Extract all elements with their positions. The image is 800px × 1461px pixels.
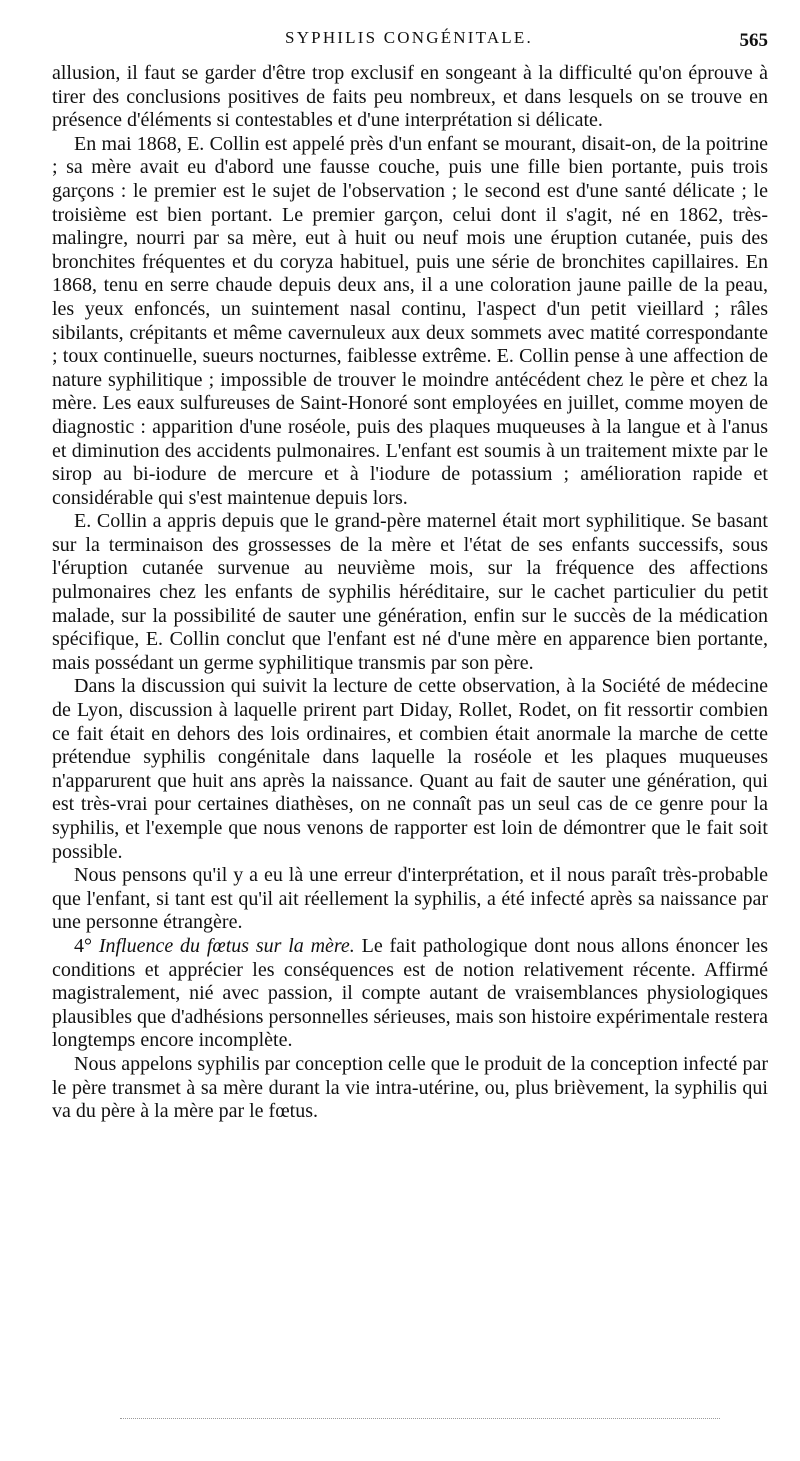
footer-dotted-rule	[120, 1418, 720, 1419]
section-number: 4°	[74, 934, 92, 957]
paragraph-conception-definition: Nous appelons syphilis par conception celle que le produit de la conception infecté par le père transmet à sa mère durant la vie intra-utérine, ou, plus brièvement, la syphilis qui va du père à la mère par le fœtus.	[52, 1052, 768, 1123]
running-header	[50, 28, 768, 54]
body-text	[52, 62, 768, 1124]
section-title: Influence du fœtus sur la mère.	[98, 934, 355, 957]
running-title: SYPHILIS CONGÉNITALE.	[285, 28, 533, 47]
paragraph-continuation: allusion, il faut se garder d'être trop exclusif en songeant à la difficulté qu'on éprouve à tirer des conclusions positives de faits peu nombreux, et dans lesquels on se trouve en présence d'éléments si contestables et d'une interprétation si délicate.	[52, 62, 768, 132]
paragraph-collin-conclusion: E. Collin a appris depuis que le grand-père maternel était mort syphilitique. Se basant sur la terminaison des grossesses de la mère et l'état de ses enfants successifs, sous l'éruption cutanée survenue au neuvième mois, sur la fréquence des affections pulmonaires chez les enfants de syphilis héréditaire, sur le cachet particulier du petit malade, sur la possibilité de sauter une génération, enfin sur le succès de la médication spécifique, E. Collin conclut que l'enfant est né d'une mère en apparence bien portante, mais possédant un germe syphilitique transmis par son père.	[52, 510, 768, 674]
section-paragraph	[52, 935, 768, 1053]
section-text: Le fait pathologique dont nous allons énoncer les conditions et apprécier les conséquences est de notion relativement récente. Affirmé magistralement, nié avec passion, il compte autant de vraisemblances physiologiques plausibles que d'adhésions personnelles sérieuses, mais son histoire expérimentale restera longtemps encore incomplète.	[52, 934, 769, 1052]
paragraph-interpretation: Nous pensons qu'il y a eu là une erreur d'interprétation, et il nous paraît très-probable que l'enfant, si tant est qu'il ait réellement la syphilis, a été infecté après sa naissance par une personne étrangère.	[52, 864, 768, 934]
page-number: 565	[739, 30, 768, 51]
paragraph-collin-case: En mai 1868, E. Collin est appelé près d'un enfant se mourant, disait-on, de la poitrine ; sa mère avait eu d'abord une fausse couche, puis une fille bien portante, puis trois garçons : le premier est le sujet de l'observation ; le second est d'une santé délicate ; le troisième est bien portant. Le premier garçon, celui dont il s'agit, né en 1862, très-malingre, nourri par sa mère, eut à huit ou neuf mois une éruption cutanée, puis des bronchites fréquentes et du coryza habituel, puis une série de bronchites capillaires. En 1868, tenu en serre chaude depuis deux ans, il a une coloration jaune paille de la peau, les yeux enfoncés, un suintement nasal continu, l'aspect d'un petit vieillard ; râles sibilants, crépitants et même cavernuleux aux deux sommets avec matité correspondante ; toux continuelle, sueurs nocturnes, faiblesse extrême. E. Collin pense à une affection de nature syphilitique ; impossible de trouver le moindre antécédent chez le père et chez la mère. Les eaux sulfureuses de Saint-Honoré sont employées en juillet, comme moyen de diagnostic : apparition d'une roséole, puis des plaques muqueuses à la langue et à l'anus et diminution des accidents pulmonaires. L'enfant est soumis à un traitement mixte par le sirop au bi-iodure de mercure et à l'iodure de potassium ; amélioration rapide et considérable qui s'est maintenue depuis lors.	[52, 132, 768, 509]
paragraph-lyon-discussion: Dans la discussion qui suivit la lecture de cette observation, à la Société de médecine de Lyon, discussion à laquelle prirent part Diday, Rollet, Rodet, on fit ressortir combien ce fait était en dehors des lois ordinaires, et combien était anormale la marche de cette prétendue syphilis congénitale dans laquelle la roséole et les plaques muqueuses n'apparurent que huit ans après la naissance. Quant au fait de sauter une génération, qui est très-vrai pour certaines diathèses, on ne connaît pas un seul cas de ce genre pour la syphilis, et l'exemple que nous venons de rapporter est loin de démontrer que le fait soit possible.	[52, 675, 768, 863]
